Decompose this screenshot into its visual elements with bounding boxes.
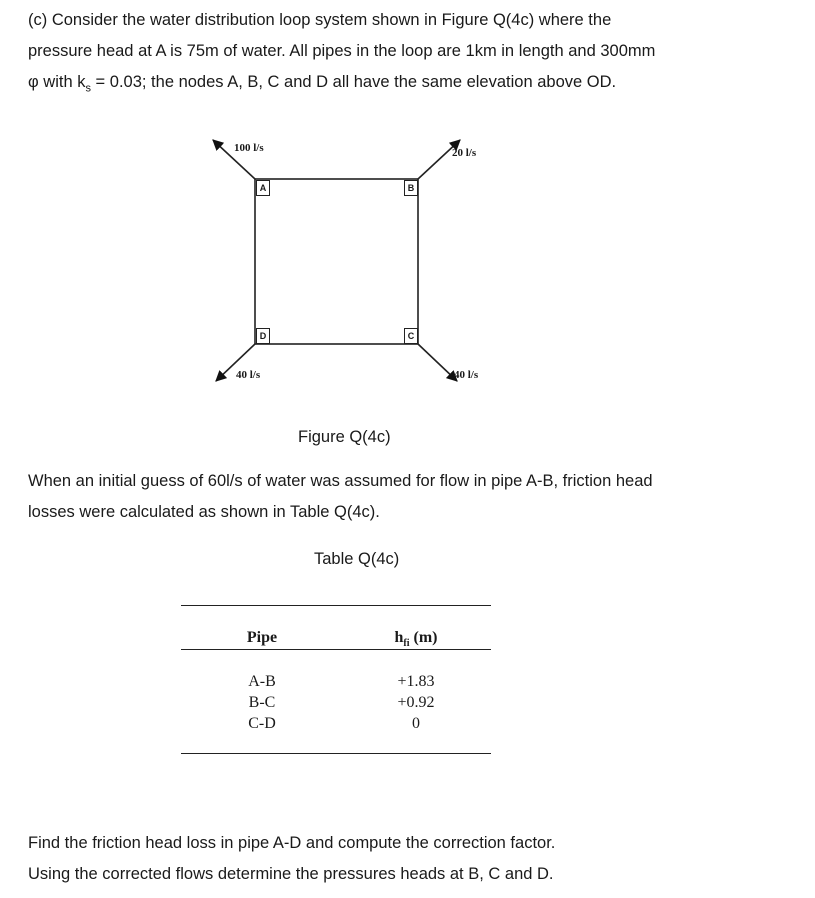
intro-line-2: pressure head at A is 75m of water. All pipes in the loop are 1km in length and 300mm bbox=[28, 42, 656, 60]
flow-label-c: 40 l/s bbox=[454, 369, 479, 381]
node-c: C bbox=[404, 328, 418, 344]
row-hf: +1.83 bbox=[397, 673, 435, 690]
final-paragraph bbox=[28, 828, 768, 890]
flow-label-a: 100 l/s bbox=[234, 142, 264, 154]
table-top-rule bbox=[181, 605, 491, 606]
table-caption: Table Q(4c) bbox=[314, 550, 400, 568]
header-hf: $h_{fi}$ (m) bbox=[394, 629, 438, 650]
intro-line-1: (c) Consider the water distribution loop system shown in Figure Q(4c) where the bbox=[28, 11, 612, 29]
flow-label-b: 20 l/s bbox=[452, 147, 477, 159]
final-line-1: Find the friction head loss in pipe A-D and compute the correction factor. bbox=[28, 834, 556, 852]
flow-arrow-b bbox=[418, 140, 460, 179]
middle-line-1: When an initial guess of 60l/s of water was assumed for flow in pipe A-B, friction head bbox=[28, 472, 653, 490]
figure-caption: Figure Q(4c) bbox=[298, 428, 391, 446]
header-pipe: Pipe bbox=[246, 629, 278, 646]
flow-label-d: 40 l/s bbox=[236, 369, 261, 381]
row-pipe: C-D bbox=[248, 715, 276, 732]
row-hf: 0 bbox=[412, 715, 420, 732]
row-pipe: A-B bbox=[248, 673, 276, 690]
pipe-loop bbox=[255, 179, 418, 344]
table-header-rule bbox=[181, 649, 491, 650]
node-a: A bbox=[256, 180, 270, 196]
row-hf: +0.92 bbox=[397, 694, 435, 711]
middle-line-2: losses were calculated as shown in Table Q(4c). bbox=[28, 503, 380, 521]
middle-paragraph bbox=[28, 466, 768, 528]
flow-arrow-c bbox=[418, 344, 457, 381]
intro-line-3: φ with $k_s = 0.03$; the nodes A, B, C and D all have the same elevation above OD. bbox=[28, 73, 617, 95]
node-d: D bbox=[256, 328, 270, 344]
row-pipe: B-C bbox=[248, 694, 276, 711]
final-line-2: Using the corrected flows determine the pressures heads at B, C and D. bbox=[28, 865, 554, 883]
table-bottom-rule bbox=[181, 753, 491, 754]
node-b: B bbox=[404, 180, 418, 196]
